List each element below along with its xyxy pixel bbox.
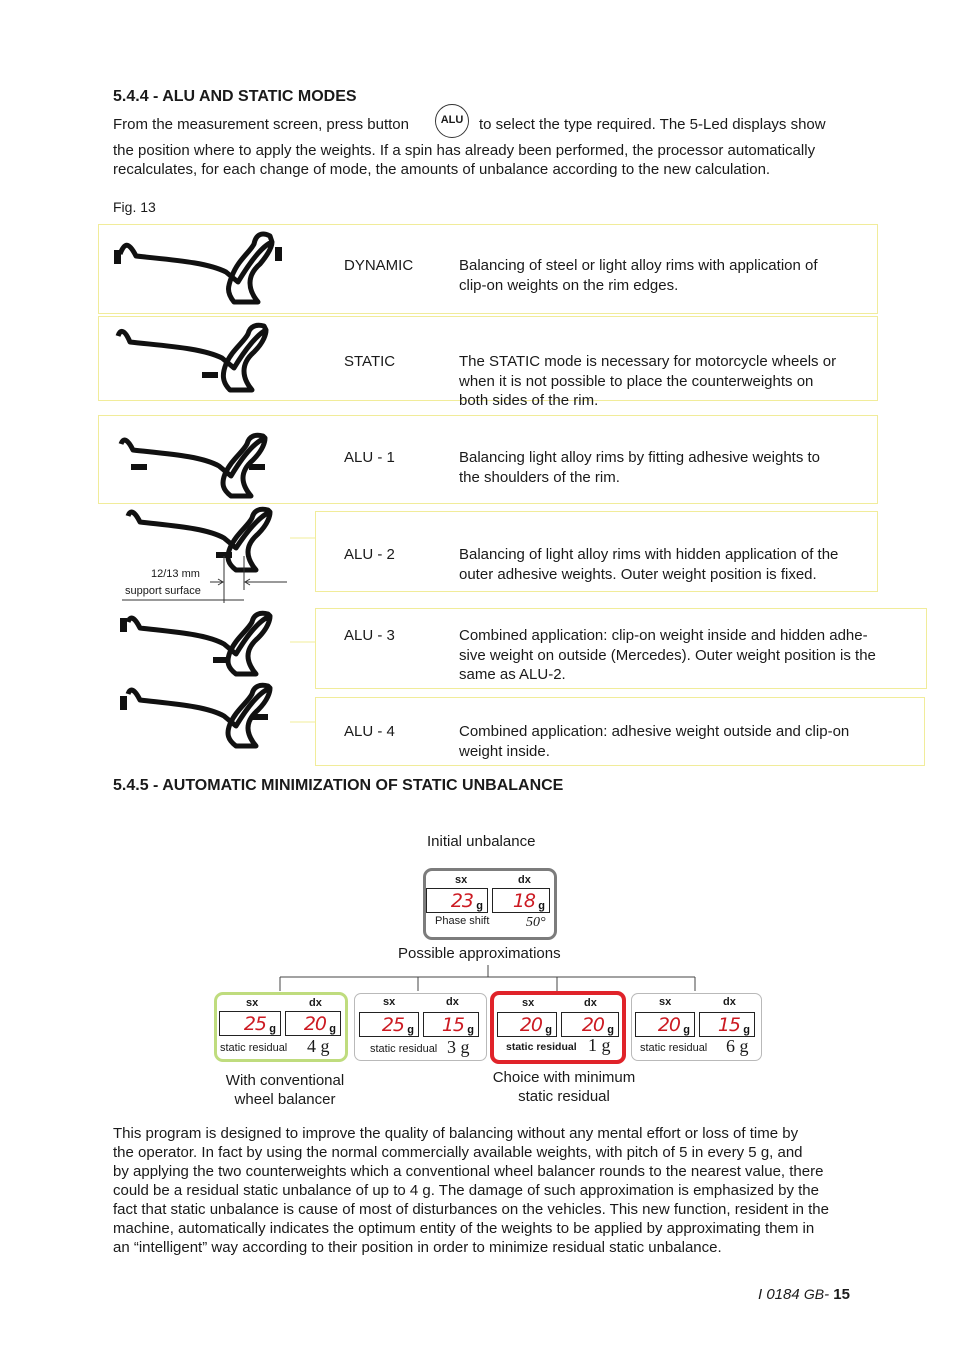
static-residual-label: static residual — [220, 1042, 288, 1054]
option-panel-4 — [631, 993, 762, 1061]
option-panel-conventional — [214, 992, 348, 1062]
option3-residual: 1 g — [588, 1035, 611, 1055]
phase-shift-label: Phase shift — [435, 915, 490, 927]
mode-desc-alu1: Balancing light alloy rims by fitting adhesive weights to the shoulders of the rim. — [459, 449, 821, 486]
approximations-connector — [280, 965, 700, 995]
possible-approximations-label: Possible approximations — [398, 945, 561, 962]
sx-label: sx — [455, 874, 468, 886]
rim-profile-dynamic-icon — [110, 232, 290, 307]
intro-text-before: From the measurement screen, press button — [113, 116, 409, 133]
static-residual-label: static residual — [506, 1041, 577, 1053]
option4-residual: 6 g — [726, 1036, 749, 1056]
option4-dx-display: 15 g — [699, 1012, 755, 1037]
static-residual-label: static residual — [370, 1043, 438, 1055]
section-heading-alu: 5.4.4 - ALU AND STATIC MODES — [113, 88, 357, 105]
sx-label: sx — [522, 997, 535, 1009]
mode-name-alu2: ALU - 2 — [344, 546, 395, 563]
rim-profile-static-icon — [110, 324, 290, 394]
caption-conventional: With conventional wheel balancer — [225, 1072, 345, 1108]
option4-sx-display: 20 g — [635, 1012, 695, 1037]
connector-lines — [290, 536, 320, 726]
option2-residual: 3 g — [447, 1037, 470, 1057]
rim-profile-alu3-icon — [118, 612, 288, 678]
dx-label: dx — [584, 997, 597, 1009]
option2-sx-display: 25 g — [359, 1012, 419, 1037]
intro-line-3: recalculates, for each change of mode, the amounts of unbalance according to the new calculation. — [113, 161, 771, 178]
mode-desc-alu3: Combined application: clip-on weight inside and hidden adhe- sive weight on outside (Mercedes). Outer weight position is the same as ALU-2. — [459, 627, 876, 683]
alu-button-icon: ALU — [435, 104, 469, 138]
option3-dx-display: 20 g — [561, 1012, 619, 1037]
intro-line-2: the position where to apply the weights. If a spin has already been performed, the processor automatically — [113, 142, 816, 159]
dx-label: dx — [723, 996, 736, 1008]
footer-language: GB — [803, 1286, 825, 1302]
footer-separator: - — [824, 1286, 830, 1303]
page-number: 15 — [833, 1286, 850, 1303]
alu2-distance-label: 12/13 mm — [151, 568, 200, 580]
mode-name-static: STATIC — [344, 353, 396, 370]
mode-name-alu1: ALU - 1 — [344, 449, 395, 466]
mode-name-alu3: ALU - 3 — [344, 627, 395, 644]
option2-dx-display: 15 g — [423, 1012, 479, 1037]
footer-doc-code: I 0184 — [758, 1286, 800, 1303]
sx-label: sx — [383, 996, 396, 1008]
option1-sx-display: 25 g — [219, 1011, 281, 1036]
static-residual-label: static residual — [640, 1042, 708, 1054]
mode-desc-static: The STATIC mode is necessary for motorcycle wheels or when it is not possible to place the counterweights on both sides of the rim. — [459, 353, 837, 409]
initial-unbalance-label: Initial unbalance — [427, 833, 536, 850]
phase-shift-value: 50° — [526, 915, 546, 930]
dx-label: dx — [309, 997, 322, 1009]
dx-label: dx — [518, 874, 531, 886]
option1-dx-display: 20 g — [285, 1011, 341, 1036]
page-footer — [758, 1286, 850, 1303]
option1-residual: 4 g — [307, 1036, 330, 1056]
figure-label: Fig. 13 — [113, 199, 156, 215]
initial-dx-display: 18 g — [492, 888, 550, 913]
option-panel-minimum — [490, 991, 626, 1064]
alu2-support-label: support surface — [125, 585, 201, 597]
mode-name-dynamic: DYNAMIC — [344, 257, 414, 274]
caption-minimum: Choice with minimum static residual — [492, 1069, 636, 1105]
rim-profile-alu1-icon — [115, 434, 285, 500]
mode-name-alu4: ALU - 4 — [344, 723, 395, 740]
mode-desc-dynamic: Balancing of steel or light alloy rims with application of clip-on weights on the rim edges. — [459, 257, 818, 294]
option-panel-2 — [354, 993, 487, 1061]
option3-sx-display: 20 g — [497, 1012, 557, 1037]
dx-label: dx — [446, 996, 459, 1008]
intro-text-after: to select the type required. The 5-Led displays show — [479, 116, 826, 133]
section-heading-minimization: 5.4.5 - AUTOMATIC MINIMIZATION OF STATIC UNBALANCE — [113, 777, 564, 794]
rim-profile-alu4-icon — [118, 684, 288, 750]
sx-label: sx — [246, 997, 259, 1009]
mode-desc-alu2: Balancing of light alloy rims with hidden application of the outer adhesive weights. Outer weight position is fixed. — [459, 546, 839, 583]
sx-label: sx — [659, 996, 672, 1008]
mode-desc-alu4: Combined application: adhesive weight outside and clip-on weight inside. — [459, 723, 850, 760]
body-paragraph: This program is designed to improve the quality of balancing without any mental effort or loss of time by the operator. In fact by using the normal commercially available weights, with pitch of 5 in every 5 g, and by applying the two counterweights which a conventional wheel balancer rounds to the nearest value, there could be a residual static unbalance of up to 4 g. The damage of such approximation is emphasized by the fact that static unbalance is cause of most of disturbances on the vehicles. This new function, resident in the machine, automatically indicates the optimum entity of the weights to be applied by approximating them in an “intelligent” way according to their position in order to minimize residual static unbalance. — [113, 1125, 829, 1256]
initial-unbalance-panel — [423, 868, 557, 940]
initial-sx-display: 23 g — [426, 888, 488, 913]
